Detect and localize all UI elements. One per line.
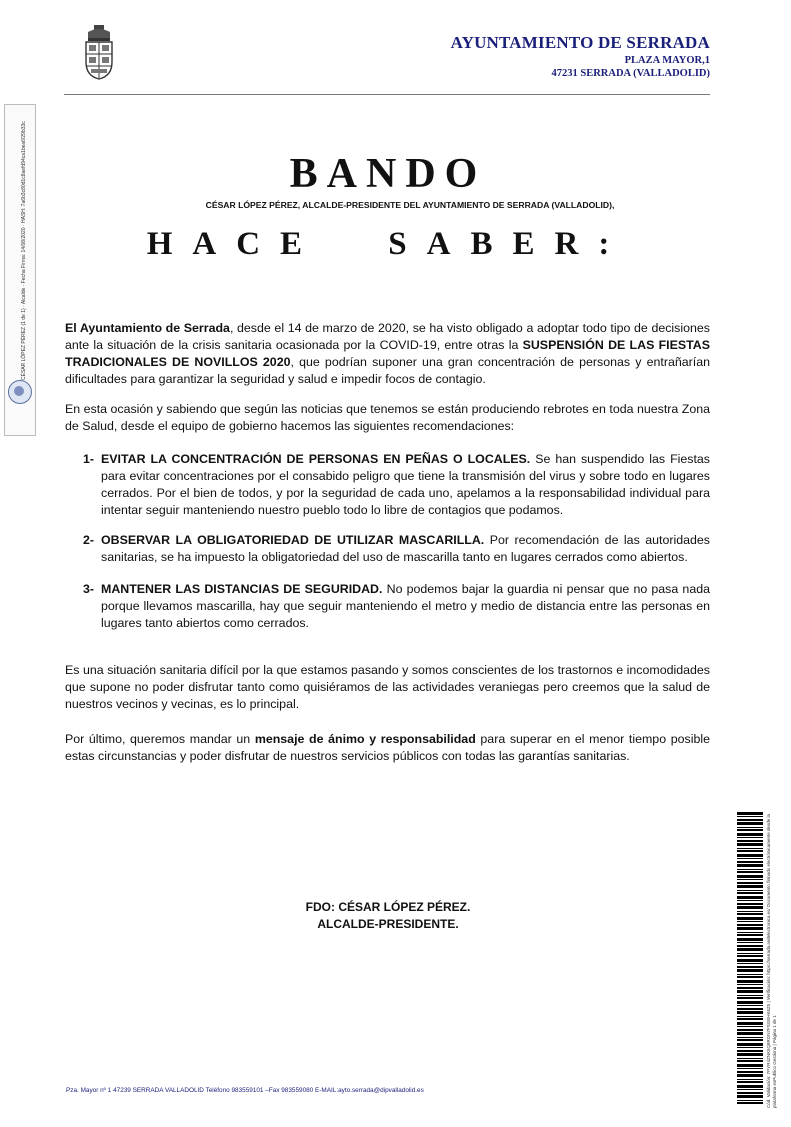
barcode-bar bbox=[737, 932, 763, 933]
barcode-bar bbox=[737, 829, 763, 831]
paragraph-1-text-c: , que podrían suponer una gran concentración de personas y entrañarían dificultades para garantizar la seguridad y salud e impedir focos de contagio. bbox=[65, 355, 710, 386]
barcode-bar bbox=[737, 1032, 763, 1035]
validation-caption: Cód. Validación: 7PYR4ZNK5Q8RGN7FSGEHK6Z5 | Verificación: https://serrada.sedelectronica.es/ Documento firmado electrónicamente desde la plataforma esPublico Gestiona | Página 1 de 1 bbox=[766, 814, 777, 1108]
barcode-bar bbox=[737, 963, 763, 964]
barcode-bar bbox=[737, 822, 763, 825]
recommendation-title: MANTENER LAS DISTANCIAS DE SEGURIDAD. bbox=[101, 582, 383, 596]
barcode-bar bbox=[737, 976, 763, 978]
barcode-bar bbox=[737, 974, 763, 975]
barcode-bar bbox=[737, 934, 763, 936]
address-line-2: 47231 SERRADA (VALLADOLID) bbox=[551, 68, 710, 79]
header-divider bbox=[64, 94, 710, 95]
recommendation-text: Se han suspendido las Fiestas para evitar concentraciones por el consabido peligro que tiene la transmisión del virus y sobre todo en lugares cerrados. Por el bien de todos, y por la seguridad de cada uno, apelamos a la responsabilidad individual para intentar seguir manteniendo nuestro pueblo todo lo libre de contagios que podamos. bbox=[101, 452, 711, 517]
barcode-bar bbox=[737, 1058, 763, 1059]
footer-contact: Pza. Mayor nº 1 47239 SERRADA VALLADOLID Teléfono 983559101 –Fax 983559080 E-MAIL:ayto.serrada@dipvalladolid.es bbox=[66, 1087, 424, 1094]
barcode-bar bbox=[737, 1037, 763, 1038]
paragraph-3: Es una situación sanitaria difícil por la que estamos pasando y somos conscientes de los trastornos e incomodidades que supone no poder disfrutar tanto como quisiéramos de las actividades veraniegas pero creemos que la salud de nuestros vecinos y vecinas, es lo principal. bbox=[65, 663, 710, 711]
barcode-bar bbox=[737, 837, 763, 838]
barcode-bar bbox=[737, 1092, 763, 1094]
barcode-bar bbox=[737, 1039, 763, 1041]
barcode-bar bbox=[737, 917, 763, 920]
barcode-bar bbox=[737, 911, 763, 912]
barcode-bar bbox=[737, 861, 763, 863]
paragraph-1-lead: El Ayuntamiento de Serrada bbox=[65, 321, 230, 335]
barcode-bar bbox=[737, 900, 763, 901]
barcode-bar bbox=[737, 1071, 763, 1073]
barcode-bar bbox=[737, 885, 763, 888]
barcode-bar bbox=[737, 1074, 763, 1077]
barcode-bar bbox=[737, 896, 763, 899]
paragraph-4-text-c: para superar en el menor tiempo posible estas circunstancias y poder disfrutar de nuestros servicios públicos con todas las garantías sanitarias. bbox=[65, 732, 710, 763]
barcode-bar bbox=[737, 1043, 763, 1046]
recommendation-text: No podemos bajar la guardia ni pensar que no pasa nada porque llevamos mascarilla, hay que seguir manteniendo el metro y medio de distancia entre las personas en lugares tanto abiertos como cerrados. bbox=[101, 582, 710, 630]
barcode-bar bbox=[737, 827, 763, 828]
barcode-bar bbox=[737, 990, 763, 993]
barcode-bar bbox=[737, 890, 763, 891]
barcode-bar bbox=[737, 854, 763, 857]
issuer-line: CÉSAR LÓPEZ PÉREZ, ALCALDE-PRESIDENTE DEL AYUNTAMIENTO DE SERRADA (VALLADOLID), bbox=[205, 200, 615, 210]
barcode-bar bbox=[737, 1079, 763, 1080]
barcode-bar bbox=[737, 980, 763, 983]
paragraph-4 bbox=[65, 731, 710, 765]
barcode-bar bbox=[737, 969, 763, 972]
digital-seal-icon bbox=[8, 380, 32, 404]
barcode-bar bbox=[737, 1089, 763, 1090]
barcode-bar bbox=[737, 953, 763, 954]
barcode-bar bbox=[737, 921, 763, 922]
letterhead bbox=[451, 33, 710, 79]
barcode-bar bbox=[737, 913, 763, 915]
recommendation-item bbox=[83, 532, 710, 566]
barcode-bar bbox=[737, 840, 763, 842]
signature-block bbox=[0, 899, 776, 933]
barcode-bar bbox=[737, 1081, 763, 1083]
barcode-bar bbox=[737, 812, 763, 815]
barcode-bar bbox=[737, 1047, 763, 1048]
recommendation-number: 2- bbox=[83, 533, 95, 547]
org-name: AYUNTAMIENTO DE SERRADA bbox=[450, 33, 710, 52]
recommendation-title: OBSERVAR LA OBLIGATORIEDAD DE UTILIZAR MASCARILLA. bbox=[101, 533, 485, 547]
barcode-bar bbox=[737, 848, 763, 849]
barcode-bar bbox=[737, 819, 763, 821]
barcode-bar bbox=[737, 938, 763, 941]
barcode-bar bbox=[737, 1005, 763, 1006]
barcode-bar bbox=[737, 1060, 763, 1062]
barcode-bar bbox=[737, 833, 763, 836]
barcode-bar bbox=[737, 850, 763, 852]
recommendation-title: EVITAR LA CONCENTRACIÓN DE PERSONAS EN PEÑAS O LOCALES. bbox=[101, 452, 531, 466]
barcode-bar bbox=[737, 858, 763, 859]
recommendation-item bbox=[83, 451, 710, 519]
address-line-1: PLAZA MAYOR,1 bbox=[624, 55, 710, 66]
barcode-bar bbox=[737, 1053, 763, 1056]
paragraph-4-bold: mensaje de ánimo y responsabilidad bbox=[254, 732, 476, 746]
barcode-bar bbox=[737, 1100, 763, 1101]
barcode-bar bbox=[737, 987, 763, 989]
barcode-bar bbox=[737, 1095, 763, 1098]
document-title: BANDO bbox=[289, 151, 487, 197]
barcode-bar bbox=[737, 942, 763, 943]
recommendation-item bbox=[83, 581, 710, 632]
barcode-bar bbox=[737, 1102, 763, 1104]
paragraph-1-text-a: , desde el 14 de marzo de 2020, se ha visto obligado a adoptar todo tipo de decisiones ante la situación de la crisis sanitaria ocasionada por la COVID-19, entre otras la bbox=[65, 321, 710, 352]
barcode-bar bbox=[737, 906, 763, 909]
barcode-bar bbox=[737, 1008, 763, 1010]
barcode-bar bbox=[737, 869, 763, 870]
barcode-bar bbox=[737, 879, 763, 880]
signature-name: FDO: CÉSAR LÓPEZ PÉREZ. bbox=[305, 900, 471, 914]
barcode-bar bbox=[737, 816, 763, 817]
barcode-bar bbox=[737, 945, 763, 947]
barcode-bar bbox=[737, 1026, 763, 1027]
barcode-bar bbox=[737, 924, 763, 926]
barcode-bar bbox=[737, 882, 763, 884]
hace-saber-heading: HACE SABER: bbox=[146, 226, 630, 262]
barcode-bar bbox=[737, 966, 763, 968]
barcode-bar bbox=[737, 892, 763, 894]
barcode-bar bbox=[737, 995, 763, 996]
barcode-bar bbox=[737, 948, 763, 951]
paragraph-2: En esta ocasión y sabiendo que según las noticias que tenemos se están produciendo rebrotes en toda nuestra Zona de Salud, desde el equipo de gobierno hacemos las siguientes recomendaciones: bbox=[65, 402, 710, 433]
recommendation-number: 3- bbox=[83, 582, 95, 596]
barcode-bar bbox=[737, 871, 763, 873]
barcode-bar bbox=[737, 959, 763, 962]
barcode-bar bbox=[737, 1064, 763, 1067]
barcode-bar bbox=[737, 1016, 763, 1017]
coat-of-arms-icon bbox=[82, 24, 116, 80]
signature-stamp-text: CÉSAR LÓPEZ PÉREZ (1 de 1) · Alcalde · Fecha Firma: 14/08/2020 · HASH: 7a6b3c80d1c8aefd94ca1bea6f29b33c bbox=[21, 121, 27, 380]
barcode-bar bbox=[737, 864, 763, 867]
barcode bbox=[737, 812, 763, 1104]
paragraph-1 bbox=[65, 320, 710, 388]
barcode-bar bbox=[737, 1029, 763, 1031]
barcode-bar bbox=[737, 1022, 763, 1025]
signature-role: ALCALDE-PRESIDENTE. bbox=[317, 917, 459, 931]
barcode-bar bbox=[737, 1018, 763, 1020]
paragraph-1-bold: SUSPENSIÓN DE LAS FIESTAS TRADICIONALES DE NOVILLOS 2020 bbox=[65, 338, 710, 369]
barcode-bar bbox=[737, 843, 763, 846]
barcode-bar bbox=[737, 927, 763, 930]
barcode-bar bbox=[737, 955, 763, 957]
paragraph-4-text-a: Por último, queremos mandar un bbox=[65, 732, 255, 746]
barcode-bar bbox=[737, 875, 763, 878]
barcode-bar bbox=[737, 1068, 763, 1069]
barcode-bar bbox=[737, 1001, 763, 1004]
barcode-bar bbox=[737, 1050, 763, 1052]
recommendation-text: Por recomendación de las autoridades sanitarias, se ha impuesto la obligatoriedad del uso de mascarilla tanto en lugares cerrados como abiertos. bbox=[101, 533, 710, 564]
recommendation-number: 1- bbox=[83, 452, 95, 466]
barcode-bar bbox=[737, 1085, 763, 1088]
barcode-bar bbox=[737, 903, 763, 905]
barcode-bar bbox=[737, 984, 763, 985]
barcode-bar bbox=[737, 997, 763, 999]
barcode-bar bbox=[737, 1011, 763, 1014]
